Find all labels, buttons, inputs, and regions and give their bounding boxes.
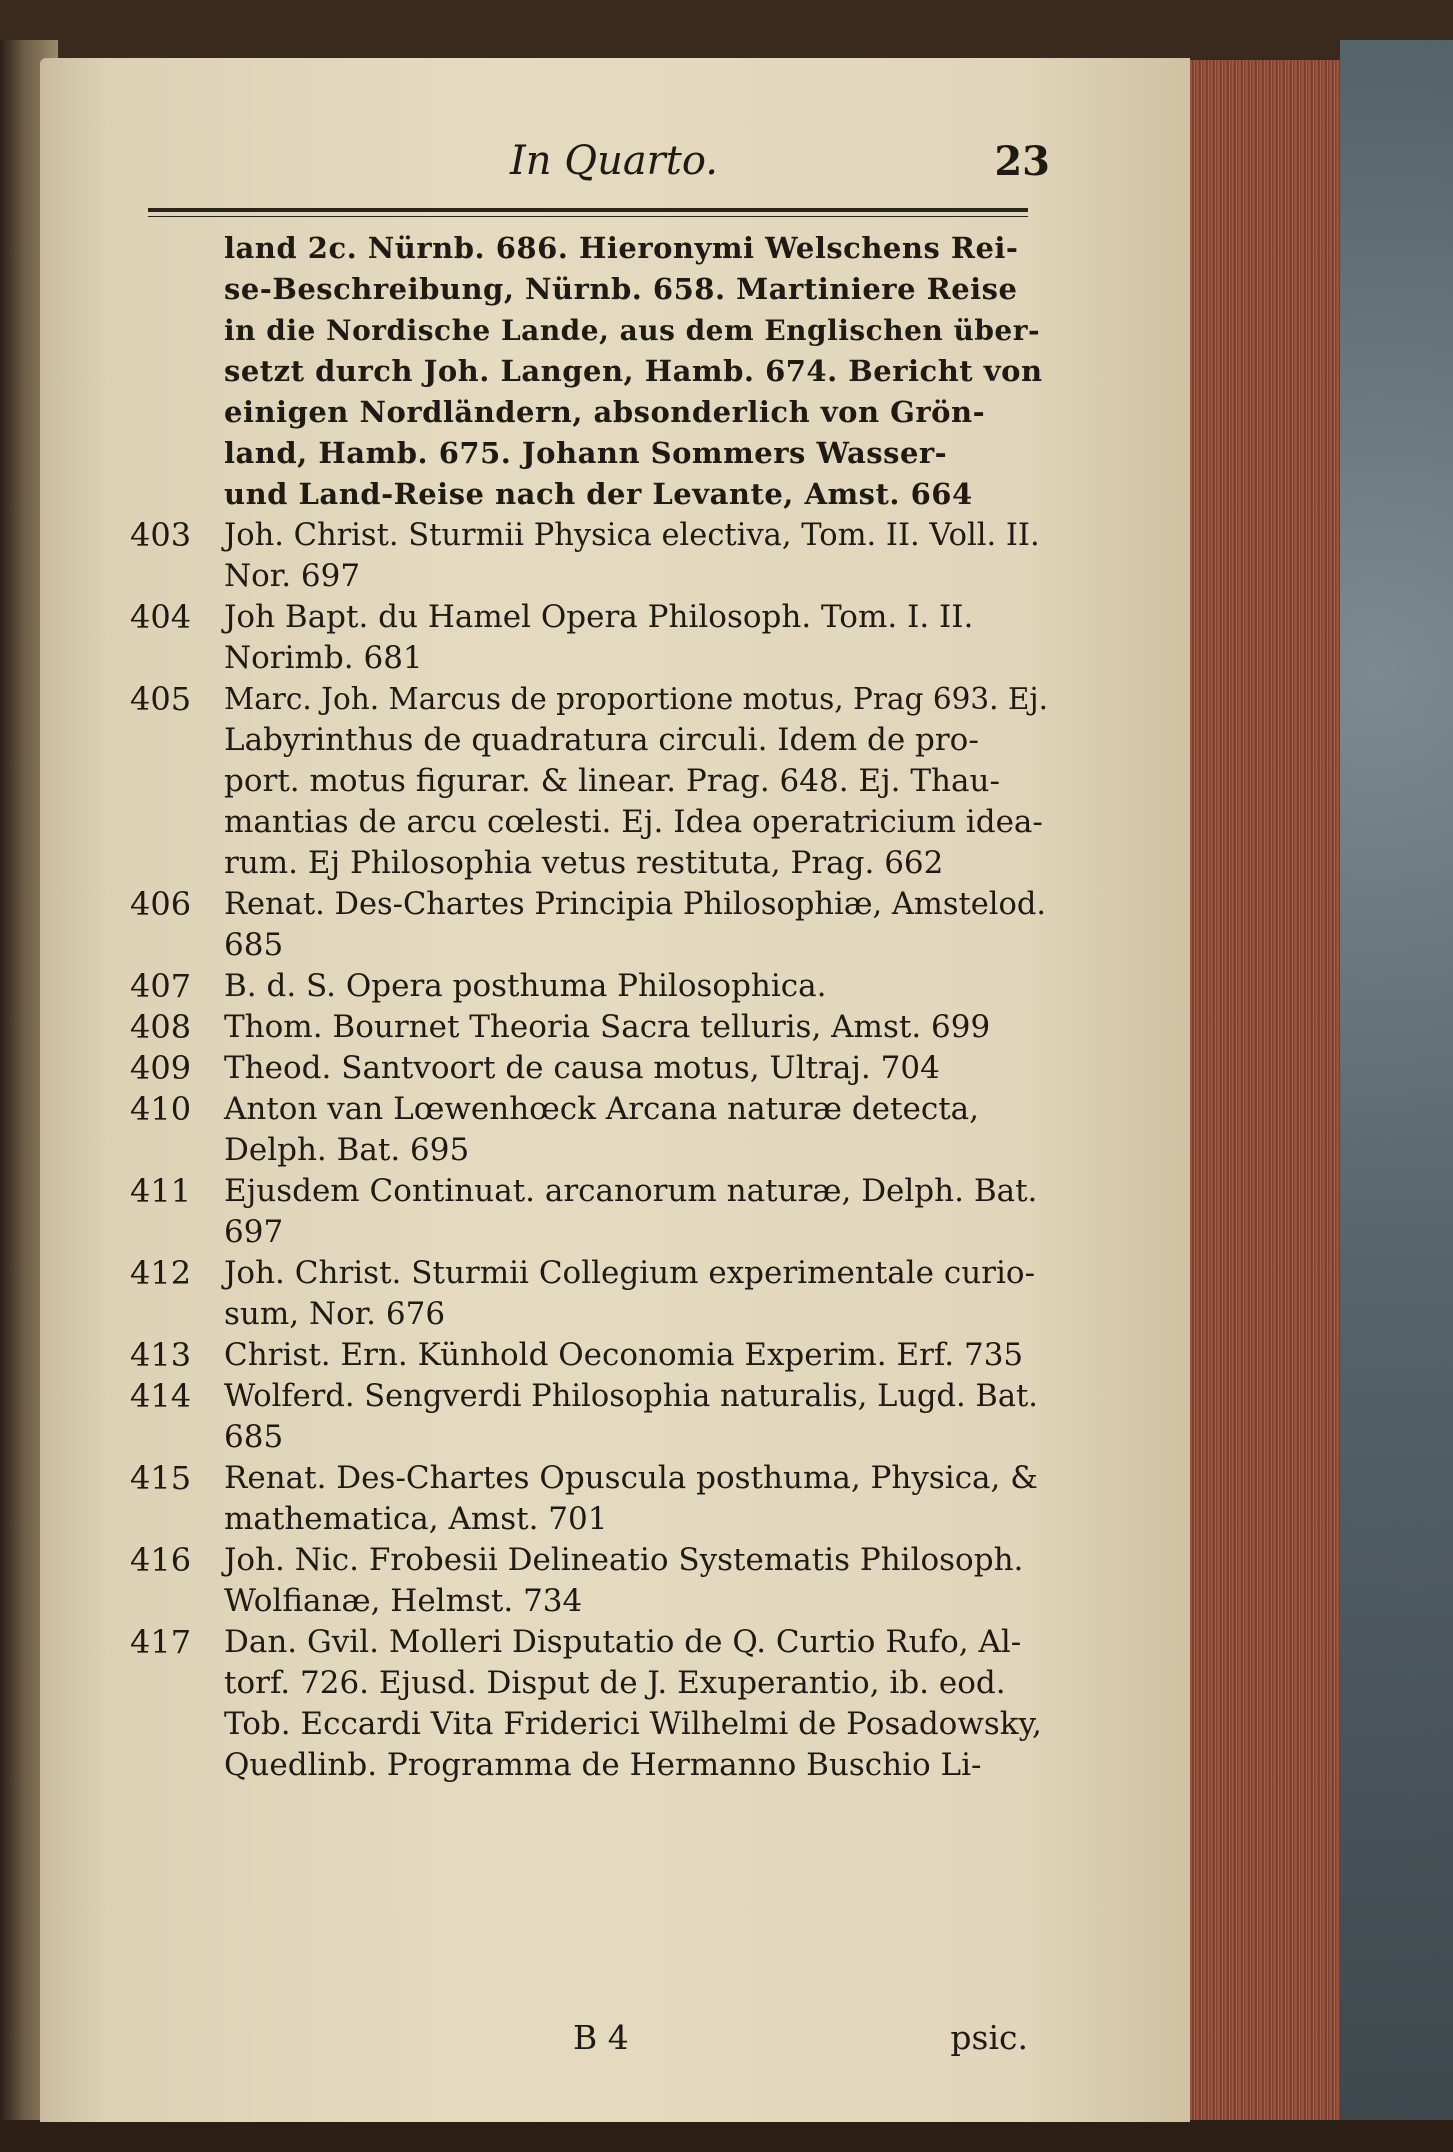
entry-text-line: mantias de arcu cœlesti. Ej. Idea operatricium idea- <box>224 804 1043 840</box>
book-fore-edge <box>1188 60 1348 2120</box>
entry-text-line: Quedlinb. Programma de Hermanno Buschio Li- <box>224 1747 982 1783</box>
catalogue-entry <box>130 1540 1050 1622</box>
catalogue-entry <box>130 1458 1050 1540</box>
entry-number: 416 <box>130 1541 192 1579</box>
catalogue-entry <box>130 515 1050 597</box>
header-rule-thin <box>148 216 1028 217</box>
entry-number: 405 <box>130 680 192 718</box>
catalogue-entry <box>130 1253 1050 1335</box>
entry-text-line: Wolfianæ, Helmst. 734 <box>224 1583 583 1619</box>
catalogue-entry <box>130 679 1050 884</box>
catalogue-entry <box>130 1335 1050 1376</box>
entry-number: 404 <box>130 598 192 636</box>
entry-text-line: land, Hamb. 675. Johann Sommers Wasser- <box>224 436 948 470</box>
entry-text-line: Renat. Des-Chartes Principia Philosophiæ, Amstelod. <box>224 887 1047 922</box>
entry-text-line: Thom. Bournet Theoria Sacra telluris, Amst. 699 <box>224 1009 991 1045</box>
catalogue-entry <box>130 597 1050 679</box>
entry-text-line: B. d. S. Opera posthuma Philosophica. <box>224 968 827 1004</box>
entry-text-line: Nor. 697 <box>224 558 361 594</box>
entry-number: 417 <box>130 1623 192 1661</box>
catalogue-entry <box>130 1376 1050 1458</box>
entry-text-line: Theod. Santvoort de causa motus, Ultraj. 704 <box>224 1050 940 1086</box>
entry-text-line: in die Nordische Lande, aus dem Englischen über- <box>224 314 1041 347</box>
catalogue-entry <box>130 1622 1050 1786</box>
entry-text-line: Labyrinthus de quadratura circuli. Idem de pro- <box>224 722 979 758</box>
catalogue-entries <box>40 228 1190 1786</box>
entry-number: 407 <box>130 967 192 1005</box>
entry-text-line: port. motus figurar. & linear. Prag. 648. Ej. Thau- <box>224 763 1000 799</box>
book-page <box>40 58 1190 2122</box>
entry-text-line: Wolferd. Sengverdi Philosophia naturalis, Lugd. Bat. <box>224 1379 1038 1414</box>
entry-number: 403 <box>130 516 192 554</box>
entry-text-line: se-Beschreibung, Nürnb. 658. Martiniere Reise <box>224 272 1018 306</box>
entry-text-line: und Land-Reise nach der Levante, Amst. 664 <box>224 477 973 511</box>
entry-text-line: Anton van Lœwenhœck Arcana naturæ detecta, <box>224 1091 979 1127</box>
entry-text-line: setzt durch Joh. Langen, Hamb. 674. Bericht von <box>224 354 1043 388</box>
page-number: 23 <box>994 138 1050 185</box>
entry-number: 411 <box>130 1172 192 1210</box>
entry-number: 409 <box>130 1049 192 1087</box>
entry-text-line: Christ. Ern. Künhold Oeconomia Experim. Erf. 735 <box>224 1337 1024 1373</box>
book-cover <box>1340 40 1453 2152</box>
entry-text-line: rum. Ej Philosophia vetus restituta, Prag. 662 <box>224 845 944 881</box>
entry-text-line: Dan. Gvil. Molleri Disputatio de Q. Curtio Rufo, Al- <box>224 1624 1022 1660</box>
catalogue-entry <box>130 884 1050 966</box>
entry-text-line: Tob. Eccardi Vita Friderici Wilhelmi de Posadowsky, <box>224 1706 1042 1742</box>
entry-text-line: Marc. Joh. Marcus de proportione motus, Prag 693. Ej. <box>224 682 1048 716</box>
entry-text-line: Joh. Christ. Sturmii Collegium experimentale curio- <box>224 1255 1036 1291</box>
entry-number: 412 <box>130 1254 192 1292</box>
entry-text-line: Ejusdem Continuat. arcanorum naturæ, Delph. Bat. <box>224 1173 1038 1209</box>
running-title: In Quarto. <box>510 138 718 184</box>
entry-text-line: mathematica, Amst. 701 <box>224 1501 608 1537</box>
entry-text-line: land 2c. Nürnb. 686. Hieronymi Welschens Rei- <box>224 231 1019 265</box>
catalogue-entry <box>130 1171 1050 1253</box>
entry-text-line: 697 <box>224 1214 284 1250</box>
entry-text-line: einigen Nordländern, absonderlich von Grön- <box>224 395 986 429</box>
catalogue-entry <box>130 966 1050 1007</box>
catalogue-entry <box>130 1089 1050 1171</box>
entry-text-line: Joh. Christ. Sturmii Physica electiva, Tom. II. Voll. II. <box>224 518 1040 553</box>
background-shadow <box>0 2120 1453 2152</box>
entry-number: 414 <box>130 1377 192 1415</box>
catalogue-entry <box>130 228 1050 515</box>
header-rule <box>148 208 1028 212</box>
entry-text-line: Delph. Bat. 695 <box>224 1132 470 1168</box>
entry-number: 415 <box>130 1459 192 1497</box>
entry-number: 406 <box>130 885 192 923</box>
entry-text-line: 685 <box>224 927 284 963</box>
catchword: psic. <box>950 2018 1028 2057</box>
catalogue-entry <box>130 1048 1050 1089</box>
catalogue-entry <box>130 1007 1050 1048</box>
entry-text-line: Joh. Nic. Frobesii Delineatio Systematis Philosoph. <box>224 1542 1024 1578</box>
entry-number: 413 <box>130 1336 192 1374</box>
entry-number: 410 <box>130 1090 192 1128</box>
signature-mark: B 4 <box>573 2018 629 2057</box>
entry-text-line: Joh Bapt. du Hamel Opera Philosoph. Tom. I. II. <box>224 599 974 635</box>
entry-text-line: torf. 726. Ejusd. Disput de J. Exuperantio, ib. eod. <box>224 1665 1006 1701</box>
entry-text-line: sum, Nor. 676 <box>224 1296 446 1332</box>
page-header <box>190 138 1050 198</box>
entry-text-line: Norimb. 681 <box>224 640 423 676</box>
entry-number: 408 <box>130 1008 192 1046</box>
entry-text-line: Renat. Des-Chartes Opuscula posthuma, Physica, & <box>224 1460 1038 1496</box>
entry-text-line: 685 <box>224 1419 284 1455</box>
